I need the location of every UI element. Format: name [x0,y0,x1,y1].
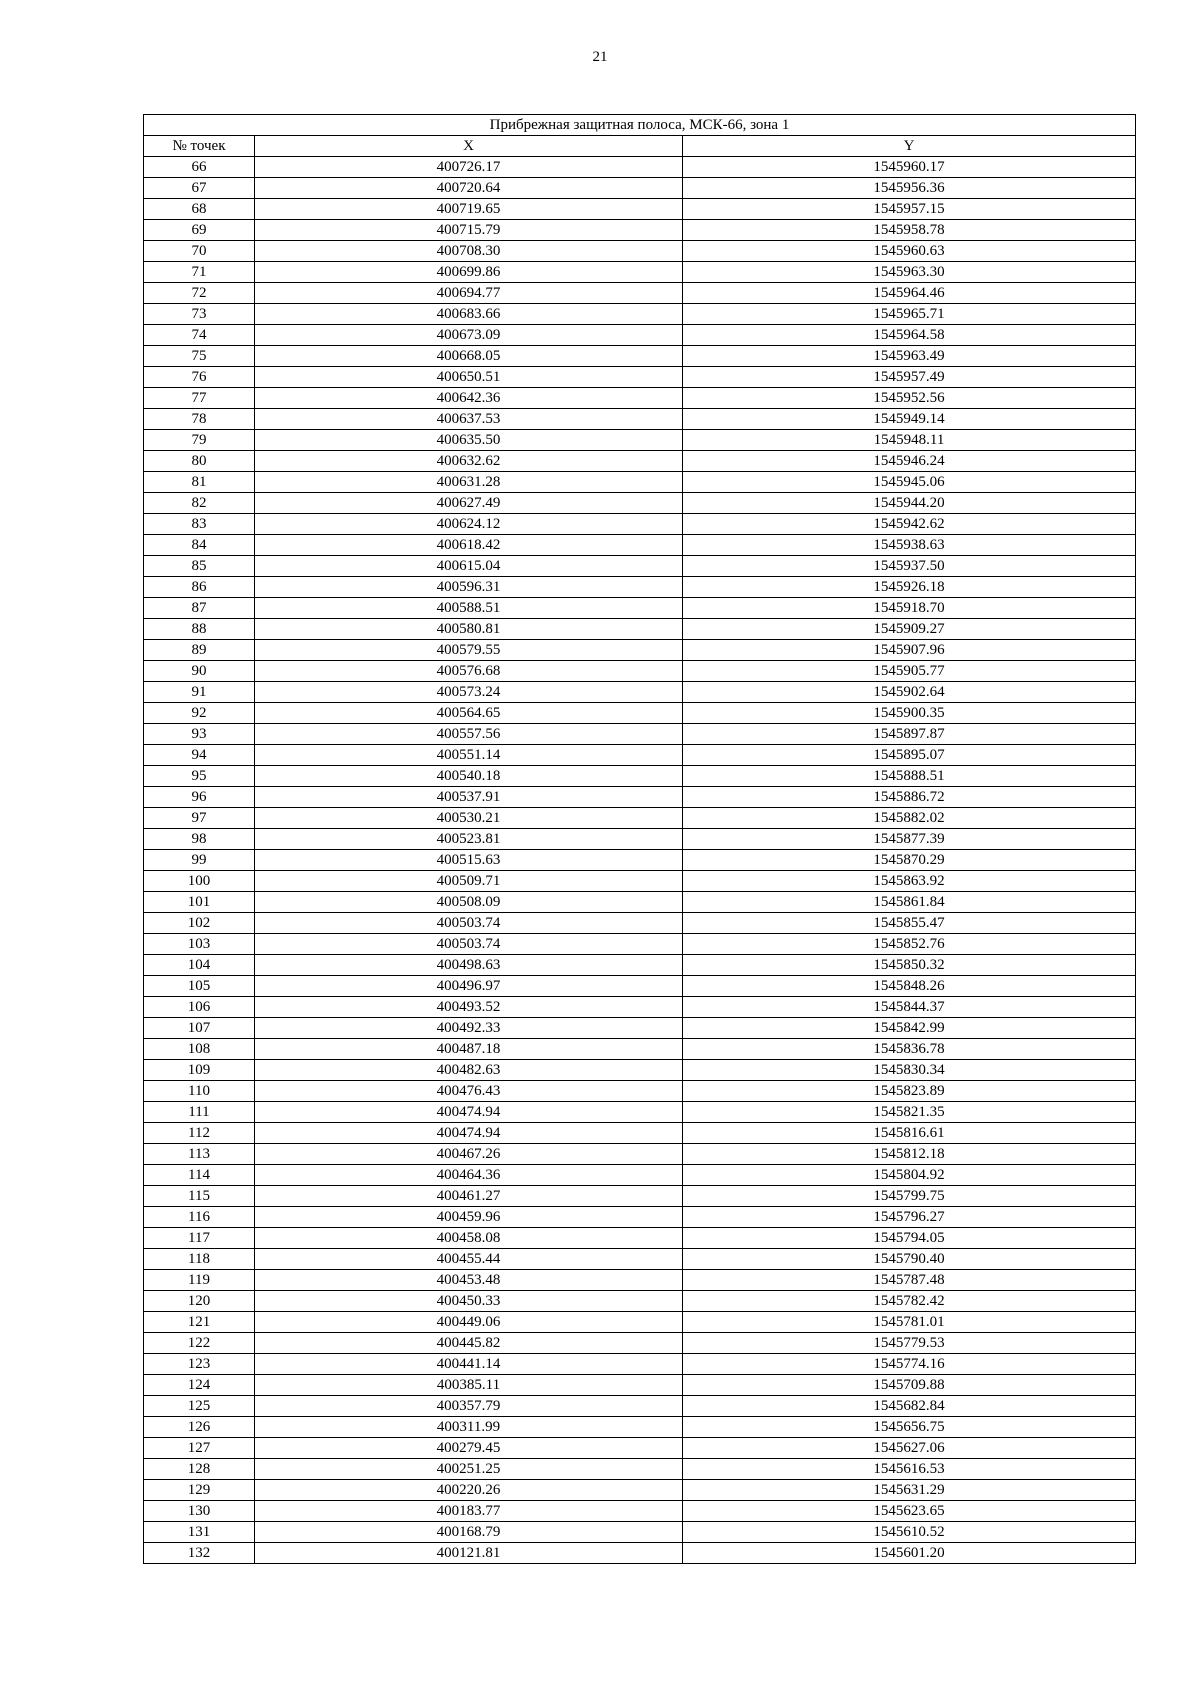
cell-x: 400580.81 [255,619,683,640]
cell-x: 400576.68 [255,661,683,682]
cell-x: 400530.21 [255,808,683,829]
table-row [144,1459,1136,1480]
table-row [144,1207,1136,1228]
cell-x: 400493.52 [255,997,683,1018]
cell-point-number: 101 [144,892,255,913]
table-row [144,430,1136,451]
cell-x: 400699.86 [255,262,683,283]
cell-y: 1545888.51 [683,766,1136,787]
table-row [144,1522,1136,1543]
cell-x: 400508.09 [255,892,683,913]
cell-y: 1545956.36 [683,178,1136,199]
table-row [144,472,1136,493]
cell-x: 400251.25 [255,1459,683,1480]
table-row [144,808,1136,829]
cell-point-number: 125 [144,1396,255,1417]
cell-point-number: 109 [144,1060,255,1081]
cell-y: 1545870.29 [683,850,1136,871]
cell-point-number: 78 [144,409,255,430]
table-row [144,388,1136,409]
table-row [144,1333,1136,1354]
cell-point-number: 130 [144,1501,255,1522]
table-row [144,829,1136,850]
table-row [144,1270,1136,1291]
cell-point-number: 118 [144,1249,255,1270]
cell-x: 400650.51 [255,367,683,388]
cell-point-number: 103 [144,934,255,955]
table-row [144,1060,1136,1081]
cell-point-number: 68 [144,199,255,220]
table-row [144,346,1136,367]
cell-x: 400596.31 [255,577,683,598]
table-row [144,682,1136,703]
cell-x: 400498.63 [255,955,683,976]
cell-x: 400631.28 [255,472,683,493]
cell-y: 1545610.52 [683,1522,1136,1543]
cell-point-number: 120 [144,1291,255,1312]
table-header-row [144,136,1136,157]
cell-point-number: 132 [144,1543,255,1564]
cell-x: 400357.79 [255,1396,683,1417]
cell-y: 1545877.39 [683,829,1136,850]
cell-point-number: 72 [144,283,255,304]
table-row [144,724,1136,745]
cell-y: 1545926.18 [683,577,1136,598]
cell-x: 400720.64 [255,178,683,199]
cell-y: 1545964.58 [683,325,1136,346]
cell-y: 1545895.07 [683,745,1136,766]
cell-y: 1545842.99 [683,1018,1136,1039]
cell-y: 1545861.84 [683,892,1136,913]
cell-x: 400385.11 [255,1375,683,1396]
cell-x: 400458.08 [255,1228,683,1249]
table-row [144,1354,1136,1375]
table-row [144,157,1136,178]
cell-x: 400450.33 [255,1291,683,1312]
cell-x: 400503.74 [255,913,683,934]
cell-y: 1545960.63 [683,241,1136,262]
cell-x: 400551.14 [255,745,683,766]
cell-point-number: 71 [144,262,255,283]
cell-y: 1545907.96 [683,640,1136,661]
cell-y: 1545709.88 [683,1375,1136,1396]
page-number: 21 [592,49,608,65]
cell-x: 400492.33 [255,1018,683,1039]
cell-y: 1545816.61 [683,1123,1136,1144]
cell-point-number: 116 [144,1207,255,1228]
cell-y: 1545882.02 [683,808,1136,829]
cell-x: 400557.56 [255,724,683,745]
cell-x: 400461.27 [255,1186,683,1207]
cell-x: 400168.79 [255,1522,683,1543]
cell-point-number: 70 [144,241,255,262]
cell-point-number: 84 [144,535,255,556]
cell-y: 1545850.32 [683,955,1136,976]
cell-point-number: 77 [144,388,255,409]
cell-point-number: 80 [144,451,255,472]
cell-point-number: 92 [144,703,255,724]
cell-x: 400715.79 [255,220,683,241]
cell-point-number: 121 [144,1312,255,1333]
table-title: Прибрежная защитная полоса, МСК-66, зона 1 [144,115,1136,136]
cell-y: 1545821.35 [683,1102,1136,1123]
table-row [144,367,1136,388]
cell-point-number: 90 [144,661,255,682]
cell-y: 1545937.50 [683,556,1136,577]
cell-point-number: 115 [144,1186,255,1207]
cell-x: 400449.06 [255,1312,683,1333]
cell-x: 400540.18 [255,766,683,787]
cell-point-number: 98 [144,829,255,850]
table-title-row [144,115,1136,136]
cell-y: 1545948.11 [683,430,1136,451]
cell-point-number: 105 [144,976,255,997]
table-row [144,955,1136,976]
table-row [144,262,1136,283]
table-row [144,1543,1136,1564]
cell-x: 400668.05 [255,346,683,367]
cell-point-number: 112 [144,1123,255,1144]
cell-point-number: 79 [144,430,255,451]
cell-x: 400220.26 [255,1480,683,1501]
cell-y: 1545836.78 [683,1039,1136,1060]
table-row [144,178,1136,199]
table-row [144,283,1136,304]
cell-x: 400573.24 [255,682,683,703]
cell-y: 1545918.70 [683,598,1136,619]
cell-point-number: 96 [144,787,255,808]
cell-point-number: 82 [144,493,255,514]
cell-y: 1545787.48 [683,1270,1136,1291]
table-row [144,199,1136,220]
table-row [144,325,1136,346]
cell-x: 400279.45 [255,1438,683,1459]
cell-y: 1545965.71 [683,304,1136,325]
cell-x: 400121.81 [255,1543,683,1564]
table-row [144,1417,1136,1438]
cell-point-number: 127 [144,1438,255,1459]
cell-y: 1545902.64 [683,682,1136,703]
table-row [144,661,1136,682]
table-row [144,997,1136,1018]
cell-point-number: 113 [144,1144,255,1165]
cell-x: 400588.51 [255,598,683,619]
table-row [144,1291,1136,1312]
table-row [144,1249,1136,1270]
table-row [144,220,1136,241]
table-row [144,451,1136,472]
cell-point-number: 129 [144,1480,255,1501]
cell-point-number: 122 [144,1333,255,1354]
table-row [144,1081,1136,1102]
cell-point-number: 87 [144,598,255,619]
cell-y: 1545799.75 [683,1186,1136,1207]
cell-point-number: 93 [144,724,255,745]
table-row [144,640,1136,661]
cell-x: 400635.50 [255,430,683,451]
cell-y: 1545945.06 [683,472,1136,493]
table-row [144,1102,1136,1123]
cell-x: 400637.53 [255,409,683,430]
cell-point-number: 88 [144,619,255,640]
cell-x: 400482.63 [255,1060,683,1081]
cell-x: 400579.55 [255,640,683,661]
cell-x: 400673.09 [255,325,683,346]
cell-point-number: 75 [144,346,255,367]
table-row [144,304,1136,325]
cell-point-number: 99 [144,850,255,871]
cell-x: 400683.66 [255,304,683,325]
cell-y: 1545958.78 [683,220,1136,241]
cell-x: 400455.44 [255,1249,683,1270]
cell-point-number: 128 [144,1459,255,1480]
table-row [144,745,1136,766]
table-row [144,892,1136,913]
table-row [144,577,1136,598]
cell-y: 1545823.89 [683,1081,1136,1102]
cell-point-number: 73 [144,304,255,325]
table-row [144,787,1136,808]
cell-y: 1545848.26 [683,976,1136,997]
cell-x: 400523.81 [255,829,683,850]
cell-x: 400183.77 [255,1501,683,1522]
cell-point-number: 123 [144,1354,255,1375]
cell-point-number: 102 [144,913,255,934]
cell-x: 400467.26 [255,1144,683,1165]
table-row [144,1375,1136,1396]
cell-y: 1545949.14 [683,409,1136,430]
cell-x: 400476.43 [255,1081,683,1102]
cell-y: 1545682.84 [683,1396,1136,1417]
cell-point-number: 76 [144,367,255,388]
cell-x: 400474.94 [255,1123,683,1144]
cell-y: 1545852.76 [683,934,1136,955]
cell-x: 400719.65 [255,199,683,220]
table-row [144,409,1136,430]
cell-x: 400618.42 [255,535,683,556]
cell-point-number: 124 [144,1375,255,1396]
cell-y: 1545804.92 [683,1165,1136,1186]
table-row [144,913,1136,934]
cell-x: 400487.18 [255,1039,683,1060]
table-row [144,850,1136,871]
cell-point-number: 85 [144,556,255,577]
table-row [144,241,1136,262]
table-row [144,598,1136,619]
cell-x: 400459.96 [255,1207,683,1228]
cell-point-number: 81 [144,472,255,493]
cell-point-number: 66 [144,157,255,178]
cell-y: 1545946.24 [683,451,1136,472]
cell-y: 1545656.75 [683,1417,1136,1438]
cell-y: 1545631.29 [683,1480,1136,1501]
cell-x: 400632.62 [255,451,683,472]
cell-x: 400311.99 [255,1417,683,1438]
cell-y: 1545794.05 [683,1228,1136,1249]
table-row [144,1123,1136,1144]
cell-point-number: 94 [144,745,255,766]
table-row [144,871,1136,892]
cell-y: 1545790.40 [683,1249,1136,1270]
table-row [144,493,1136,514]
cell-point-number: 69 [144,220,255,241]
cell-y: 1545963.30 [683,262,1136,283]
cell-x: 400694.77 [255,283,683,304]
table-row [144,619,1136,640]
cell-y: 1545812.18 [683,1144,1136,1165]
table-row [144,1144,1136,1165]
cell-y: 1545886.72 [683,787,1136,808]
cell-x: 400474.94 [255,1102,683,1123]
cell-y: 1545779.53 [683,1333,1136,1354]
table-row [144,703,1136,724]
cell-y: 1545957.15 [683,199,1136,220]
column-header-x: X [255,136,683,157]
cell-x: 400496.97 [255,976,683,997]
cell-x: 400441.14 [255,1354,683,1375]
cell-point-number: 108 [144,1039,255,1060]
cell-y: 1545957.49 [683,367,1136,388]
cell-x: 400615.04 [255,556,683,577]
cell-x: 400515.63 [255,850,683,871]
cell-point-number: 131 [144,1522,255,1543]
cell-y: 1545963.49 [683,346,1136,367]
table-row [144,535,1136,556]
table-row [144,766,1136,787]
cell-x: 400564.65 [255,703,683,724]
table-row [144,1438,1136,1459]
cell-y: 1545601.20 [683,1543,1136,1564]
cell-x: 400627.49 [255,493,683,514]
table-row [144,1165,1136,1186]
cell-y: 1545909.27 [683,619,1136,640]
column-header-y: Y [683,136,1136,157]
cell-point-number: 110 [144,1081,255,1102]
cell-x: 400445.82 [255,1333,683,1354]
cell-point-number: 97 [144,808,255,829]
cell-point-number: 95 [144,766,255,787]
table-row [144,1018,1136,1039]
table-row [144,1312,1136,1333]
coordinates-table [143,114,1136,1564]
cell-point-number: 67 [144,178,255,199]
cell-point-number: 104 [144,955,255,976]
cell-point-number: 100 [144,871,255,892]
cell-y: 1545623.65 [683,1501,1136,1522]
cell-y: 1545900.35 [683,703,1136,724]
table-row [144,556,1136,577]
table-row [144,934,1136,955]
cell-x: 400537.91 [255,787,683,808]
cell-x: 400509.71 [255,871,683,892]
cell-y: 1545616.53 [683,1459,1136,1480]
table-row [144,1228,1136,1249]
cell-x: 400624.12 [255,514,683,535]
cell-point-number: 91 [144,682,255,703]
cell-y: 1545796.27 [683,1207,1136,1228]
cell-y: 1545952.56 [683,388,1136,409]
cell-point-number: 74 [144,325,255,346]
cell-y: 1545627.06 [683,1438,1136,1459]
cell-y: 1545855.47 [683,913,1136,934]
cell-point-number: 86 [144,577,255,598]
cell-x: 400642.36 [255,388,683,409]
table-row [144,1501,1136,1522]
cell-y: 1545781.01 [683,1312,1136,1333]
cell-y: 1545944.20 [683,493,1136,514]
cell-y: 1545863.92 [683,871,1136,892]
cell-y: 1545960.17 [683,157,1136,178]
cell-x: 400708.30 [255,241,683,262]
cell-x: 400453.48 [255,1270,683,1291]
table-body [144,157,1136,1564]
cell-point-number: 111 [144,1102,255,1123]
cell-y: 1545938.63 [683,535,1136,556]
cell-point-number: 89 [144,640,255,661]
cell-point-number: 119 [144,1270,255,1291]
table-row [144,1039,1136,1060]
cell-point-number: 107 [144,1018,255,1039]
cell-y: 1545844.37 [683,997,1136,1018]
cell-x: 400726.17 [255,157,683,178]
cell-point-number: 117 [144,1228,255,1249]
cell-point-number: 83 [144,514,255,535]
table-row [144,514,1136,535]
cell-y: 1545830.34 [683,1060,1136,1081]
cell-x: 400503.74 [255,934,683,955]
table-row [144,1186,1136,1207]
table-row [144,1396,1136,1417]
cell-x: 400464.36 [255,1165,683,1186]
cell-y: 1545905.77 [683,661,1136,682]
cell-point-number: 114 [144,1165,255,1186]
cell-y: 1545897.87 [683,724,1136,745]
table-row [144,976,1136,997]
table-row [144,1480,1136,1501]
cell-y: 1545942.62 [683,514,1136,535]
cell-point-number: 126 [144,1417,255,1438]
cell-y: 1545964.46 [683,283,1136,304]
cell-y: 1545782.42 [683,1291,1136,1312]
cell-point-number: 106 [144,997,255,1018]
cell-y: 1545774.16 [683,1354,1136,1375]
column-header-point-number: № точек [144,136,255,157]
